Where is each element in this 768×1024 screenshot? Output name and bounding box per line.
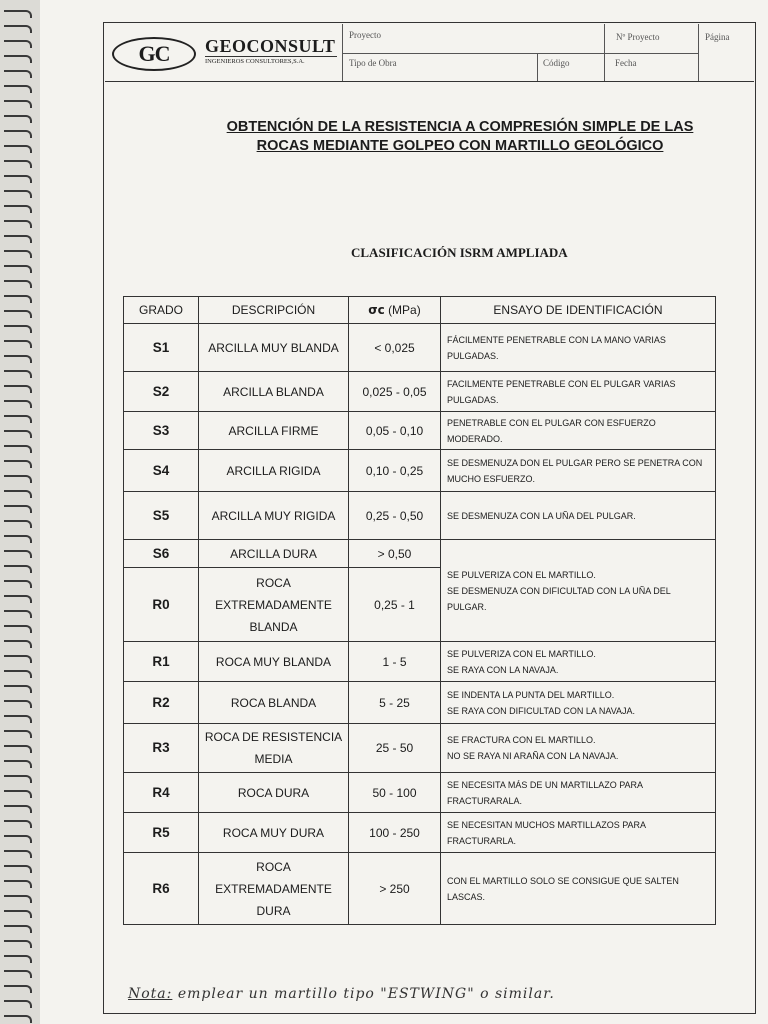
spiral-coil <box>4 445 32 453</box>
cell-rango: 100 - 250 <box>349 813 441 853</box>
spiral-coil <box>4 820 32 828</box>
spiral-coil <box>4 1000 32 1008</box>
spiral-coil <box>4 220 32 228</box>
spiral-coil <box>4 130 32 138</box>
spiral-coil <box>4 685 32 693</box>
cell-grado: R0 <box>124 568 199 642</box>
spiral-coil <box>4 295 32 303</box>
spiral-coil <box>4 790 32 798</box>
spiral-coil <box>4 115 32 123</box>
cell-rango: > 0,50 <box>349 540 441 568</box>
spiral-coil <box>4 325 32 333</box>
cell-ensayo: SE NECESITAN MUCHOS MARTILLAZOS PARA FRACTURARLA. <box>441 813 716 853</box>
header-descripcion: DESCRIPCIÓN <box>199 297 349 324</box>
cell-rango: < 0,025 <box>349 324 441 372</box>
spiral-coil <box>4 625 32 633</box>
header-divider <box>698 24 699 81</box>
spiral-coil <box>4 655 32 663</box>
cell-grado: R2 <box>124 682 199 724</box>
spiral-coil <box>4 760 32 768</box>
spiral-coil <box>4 925 32 933</box>
table-row <box>124 540 716 568</box>
cell-ensayo-merged <box>441 540 716 642</box>
spiral-coil <box>4 955 32 963</box>
cell-grado: S2 <box>124 372 199 412</box>
ensayo-line: SE RAYA CON LA NAVAJA. <box>447 664 559 675</box>
spiral-coil <box>4 145 32 153</box>
ensayo-line: NO SE RAYA NI ARAÑA CON LA NAVAJA. <box>447 751 619 761</box>
spiral-coil <box>4 415 32 423</box>
notebook-spiral-binding <box>0 0 40 1024</box>
spiral-coil <box>4 775 32 783</box>
table-row <box>124 813 716 853</box>
cell-grado: S5 <box>124 492 199 540</box>
table-row <box>124 492 716 540</box>
spiral-coil <box>4 475 32 483</box>
table-row <box>124 853 716 925</box>
spiral-coil <box>4 190 32 198</box>
spiral-coil <box>4 895 32 903</box>
spiral-coil <box>4 1015 32 1023</box>
spiral-coil <box>4 385 32 393</box>
cell-descripcion: ARCILLA BLANDA <box>199 372 349 412</box>
label-fecha: Fecha <box>615 58 637 68</box>
cell-ensayo <box>441 642 716 682</box>
company-subtitle: INGENIEROS CONSULTORES,S.A. <box>205 56 337 65</box>
cell-ensayo: CON EL MARTILLO SOLO SE CONSIGUE QUE SALTEN LASCAS. <box>441 853 716 925</box>
cell-grado: R1 <box>124 642 199 682</box>
cell-ensayo: SE DESMENUZA CON LA UÑA DEL PULGAR. <box>441 492 716 540</box>
cell-rango: 0,25 - 0,50 <box>349 492 441 540</box>
ensayo-line: SE FRACTURA CON EL MARTILLO. <box>447 735 596 745</box>
ensayo-line: SE DESMENUZA CON DIFICULTAD CON LA UÑA DEL PULGAR. <box>447 585 671 612</box>
spiral-coil <box>4 520 32 528</box>
cell-grado: R6 <box>124 853 199 925</box>
spiral-coil <box>4 85 32 93</box>
spiral-coil <box>4 400 32 408</box>
spiral-coil <box>4 565 32 573</box>
cell-rango: 0,025 - 0,05 <box>349 372 441 412</box>
cell-rango: 1 - 5 <box>349 642 441 682</box>
ensayo-line: SE INDENTA LA PUNTA DEL MARTILLO. <box>447 689 615 700</box>
header-ensayo: ENSAYO DE IDENTIFICACIÓN <box>441 297 716 324</box>
cell-rango: 25 - 50 <box>349 724 441 773</box>
spiral-coil <box>4 70 32 78</box>
cell-ensayo: FÁCILMENTE PENETRABLE CON LA MANO VARIAS PULGADAS. <box>441 324 716 372</box>
cell-descripcion: ROCA MUY BLANDA <box>199 642 349 682</box>
cell-grado: S3 <box>124 412 199 450</box>
spiral-coil <box>4 265 32 273</box>
spiral-coil <box>4 805 32 813</box>
spiral-coil <box>4 280 32 288</box>
cell-grado: S1 <box>124 324 199 372</box>
spiral-coil <box>4 745 32 753</box>
spiral-coil <box>4 730 32 738</box>
sigma-unit: (MPa) <box>388 303 421 317</box>
label-proyecto: Proyecto <box>349 30 381 40</box>
table-row <box>124 642 716 682</box>
label-codigo: Código <box>543 58 570 68</box>
table-row <box>124 372 716 412</box>
cell-ensayo <box>441 724 716 773</box>
spiral-coil <box>4 835 32 843</box>
cell-ensayo: SE NECESITA MÁS DE UN MARTILLAZO PARA FRACTURARALA. <box>441 773 716 813</box>
ensayo-line: SE RAYA CON DIFICULTAD CON LA NAVAJA. <box>447 705 636 716</box>
spiral-coil <box>4 610 32 618</box>
cell-grado: S6 <box>124 540 199 568</box>
cell-descripcion: ROCA BLANDA <box>199 682 349 724</box>
isrm-classification-table <box>123 296 716 925</box>
title-line-1: OBTENCIÓN DE LA RESISTENCIA A COMPRESIÓN SIMPLE DE LAS <box>226 119 694 135</box>
spiral-coil <box>4 355 32 363</box>
cell-grado: R5 <box>124 813 199 853</box>
spiral-coil <box>4 25 32 33</box>
spiral-coil <box>4 490 32 498</box>
header-sigma <box>349 297 441 324</box>
header-divider <box>537 53 538 81</box>
cell-descripcion: ROCA DE RESISTENCIA MEDIA <box>199 724 349 773</box>
label-pagina: Página <box>705 32 730 42</box>
spiral-coil <box>4 985 32 993</box>
classification-subtitle: CLASIFICACIÓN ISRM AMPLIADA <box>351 245 568 260</box>
spiral-coil <box>4 460 32 468</box>
cell-ensayo <box>441 682 716 724</box>
label-n-proyecto: Nº Proyecto <box>616 32 660 42</box>
spiral-coil <box>4 880 32 888</box>
spiral-coil <box>4 10 32 18</box>
cell-rango: 5 - 25 <box>349 682 441 724</box>
spiral-coil <box>4 670 32 678</box>
cell-descripcion: ROCA EXTREMADAMENTE BLANDA <box>199 568 349 642</box>
table-row <box>124 773 716 813</box>
cell-ensayo: SE DESMENUZA DON EL PULGAR PERO SE PENETRA CON MUCHO ESFUERZO. <box>441 450 716 492</box>
spiral-coil <box>4 235 32 243</box>
cell-rango: 50 - 100 <box>349 773 441 813</box>
label-tipo-obra: Tipo de Obra <box>349 58 397 68</box>
ensayo-line: SE PULVERIZA CON EL MARTILLO. <box>447 648 596 659</box>
spiral-coil <box>4 340 32 348</box>
cell-rango: 0,10 - 0,25 <box>349 450 441 492</box>
document-title <box>160 118 760 156</box>
spiral-coil <box>4 310 32 318</box>
spiral-coil <box>4 580 32 588</box>
cell-descripcion: ARCILLA DURA <box>199 540 349 568</box>
table-row <box>124 324 716 372</box>
spiral-coil <box>4 715 32 723</box>
spiral-coil <box>4 910 32 918</box>
cell-descripcion: ARCILLA MUY BLANDA <box>199 324 349 372</box>
cell-descripcion: ARCILLA FIRME <box>199 412 349 450</box>
cell-descripcion: ROCA EXTREMADAMENTE DURA <box>199 853 349 925</box>
ensayo-line: SE PULVERIZA CON EL MARTILLO. <box>447 569 596 580</box>
spiral-coil <box>4 40 32 48</box>
spiral-coil <box>4 250 32 258</box>
cell-rango: 0,05 - 0,10 <box>349 412 441 450</box>
cell-ensayo: FACILMENTE PENETRABLE CON EL PULGAR VARIAS PULGADAS. <box>441 372 716 412</box>
table-row <box>124 450 716 492</box>
title-line-2: ROCAS MEDIANTE GOLPEO CON MARTILLO GEOLÓGICO <box>256 138 664 154</box>
cell-grado: S4 <box>124 450 199 492</box>
spiral-coil <box>4 205 32 213</box>
cell-descripcion: ROCA DURA <box>199 773 349 813</box>
company-name: GEOCONSULT <box>205 36 336 56</box>
spiral-coil <box>4 970 32 978</box>
spiral-coil <box>4 640 32 648</box>
spiral-coil <box>4 370 32 378</box>
spiral-coil <box>4 505 32 513</box>
spiral-coil <box>4 700 32 708</box>
spiral-coil <box>4 865 32 873</box>
sigma-symbol: σc <box>368 303 385 317</box>
cell-grado: R3 <box>124 724 199 773</box>
spiral-coil <box>4 55 32 63</box>
table-header-row <box>124 297 716 324</box>
spiral-coil <box>4 535 32 543</box>
note-label: Nota: <box>128 986 173 1002</box>
cell-descripcion: ARCILLA MUY RIGIDA <box>199 492 349 540</box>
spiral-coil <box>4 175 32 183</box>
table-row <box>124 724 716 773</box>
spiral-coil <box>4 550 32 558</box>
cell-rango: > 250 <box>349 853 441 925</box>
spiral-coil <box>4 940 32 948</box>
spiral-coil <box>4 430 32 438</box>
table-row <box>124 682 716 724</box>
cell-ensayo: PENETRABLE CON EL PULGAR CON ESFUERZO MODERADO. <box>441 412 716 450</box>
spiral-coil <box>4 850 32 858</box>
header-grado: GRADO <box>124 297 199 324</box>
spiral-coil <box>4 595 32 603</box>
cell-grado: R4 <box>124 773 199 813</box>
handwritten-note <box>128 986 555 1002</box>
spiral-coil <box>4 160 32 168</box>
header-divider <box>342 53 698 54</box>
spiral-coil <box>4 100 32 108</box>
cell-descripcion: ARCILLA RIGIDA <box>199 450 349 492</box>
note-text: emplear un martillo tipo "ESTWING" o similar. <box>177 986 555 1002</box>
cell-descripcion: ROCA MUY DURA <box>199 813 349 853</box>
company-logo: GC <box>112 37 196 71</box>
table-row <box>124 412 716 450</box>
cell-rango: 0,25 - 1 <box>349 568 441 642</box>
